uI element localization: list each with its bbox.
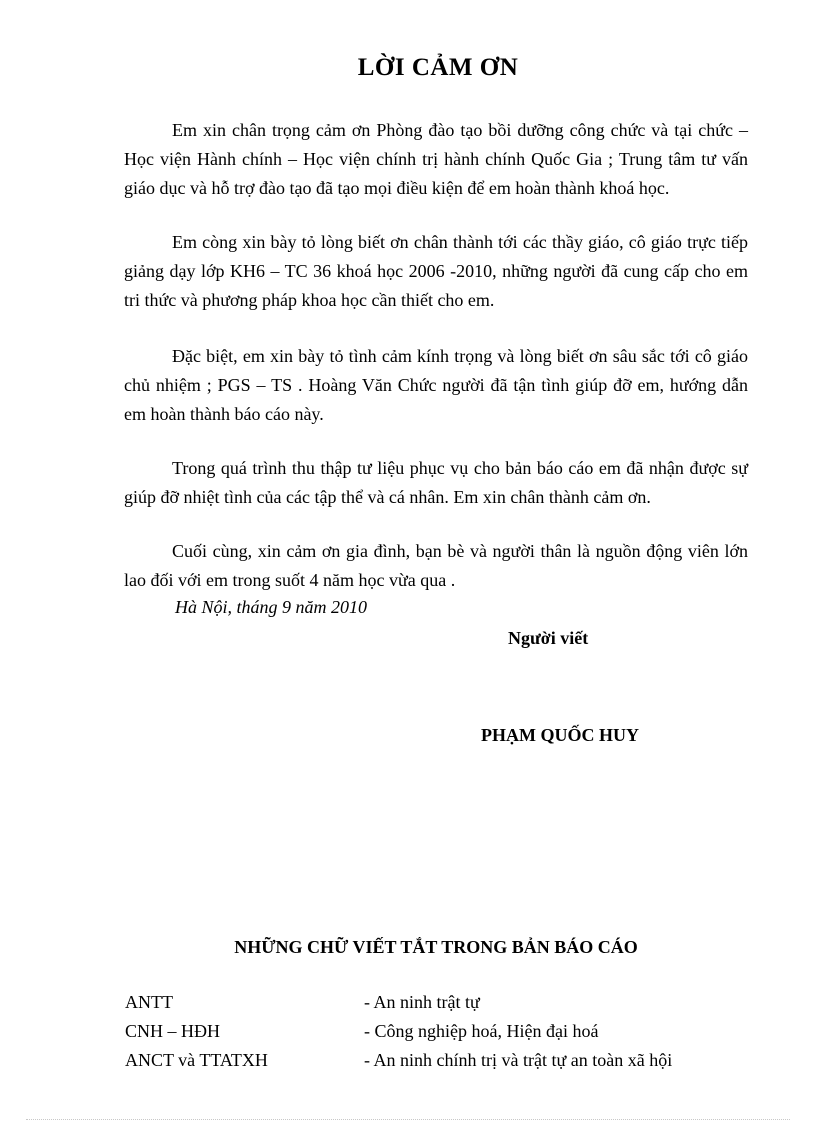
abbreviations-title: NHỮNG CHỮ VIẾT TẮT TRONG BẢN BÁO CÁO — [234, 937, 638, 957]
abbreviation-term: CNH – HĐH — [125, 1021, 221, 1041]
abbreviation-definition: - An ninh chính trị và trật tự an toàn xã hội — [364, 1050, 673, 1070]
abbreviation-row — [125, 988, 765, 1016]
acknowledgement-paragraph: Cuối cùng, xin cảm ơn gia đình, bạn bè và người thân là nguồn động viên lớn lao đối với em trong suốt 4 năm học vừa qua . — [124, 541, 748, 590]
page-title: LỜI CẢM ƠN — [357, 54, 519, 81]
abbreviation-row — [125, 1017, 765, 1045]
signer-name: PHẠM QUỐC HUY — [481, 725, 639, 745]
signer-label: Người viết — [508, 628, 589, 648]
place-date: Hà Nội, tháng 9 năm 2010 — [175, 597, 368, 617]
abbreviation-term: ANTT — [125, 992, 173, 1012]
acknowledgement-paragraph: Em còng xin bày tỏ lòng biết ơn chân thành tới các thầy giáo, cô giáo trực tiếp giảng dạy lớp KH6 – TC 36 khoá học 2006 -2010, những người đã cung cấp cho em tri thức và phương pháp khoa học cần thiết cho em. — [124, 232, 748, 310]
acknowledgement-paragraph: Em xin chân trọng cảm ơn Phòng đào tạo bồi dưỡng công chức và tại chức – Học viện Hành chính – Học viện chính trị hành chính Quốc Gia ; Trung tâm tư vấn giáo dục và hỗ trợ đào tạo đã tạo mọi điều kiện để em hoàn thành khoá học. — [124, 120, 748, 198]
acknowledgement-paragraph: Đặc biệt, em xin bày tỏ tình cảm kính trọng và lòng biết ơn sâu sắc tới cô giáo chủ nhiệm ; PGS – TS . Hoàng Văn Chức người đã tận tình giúp đỡ em, hướng dẫn em hoàn thành báo cáo này. — [124, 346, 748, 424]
abbreviation-term: ANCT và TTATXH — [125, 1050, 268, 1070]
page-bottom-rule — [26, 1119, 790, 1120]
abbreviation-row — [125, 1046, 765, 1074]
acknowledgement-paragraph: Trong quá trình thu thập tư liệu phục vụ cho bản báo cáo em đã nhận được sự giúp đỡ nhiệt tình của các tập thể và cá nhân. Em xin chân thành cảm ơn. — [124, 458, 748, 507]
abbreviation-definition: - An ninh trật tự — [364, 992, 480, 1012]
abbreviation-definition: - Công nghiệp hoá, Hiện đại hoá — [364, 1021, 599, 1041]
